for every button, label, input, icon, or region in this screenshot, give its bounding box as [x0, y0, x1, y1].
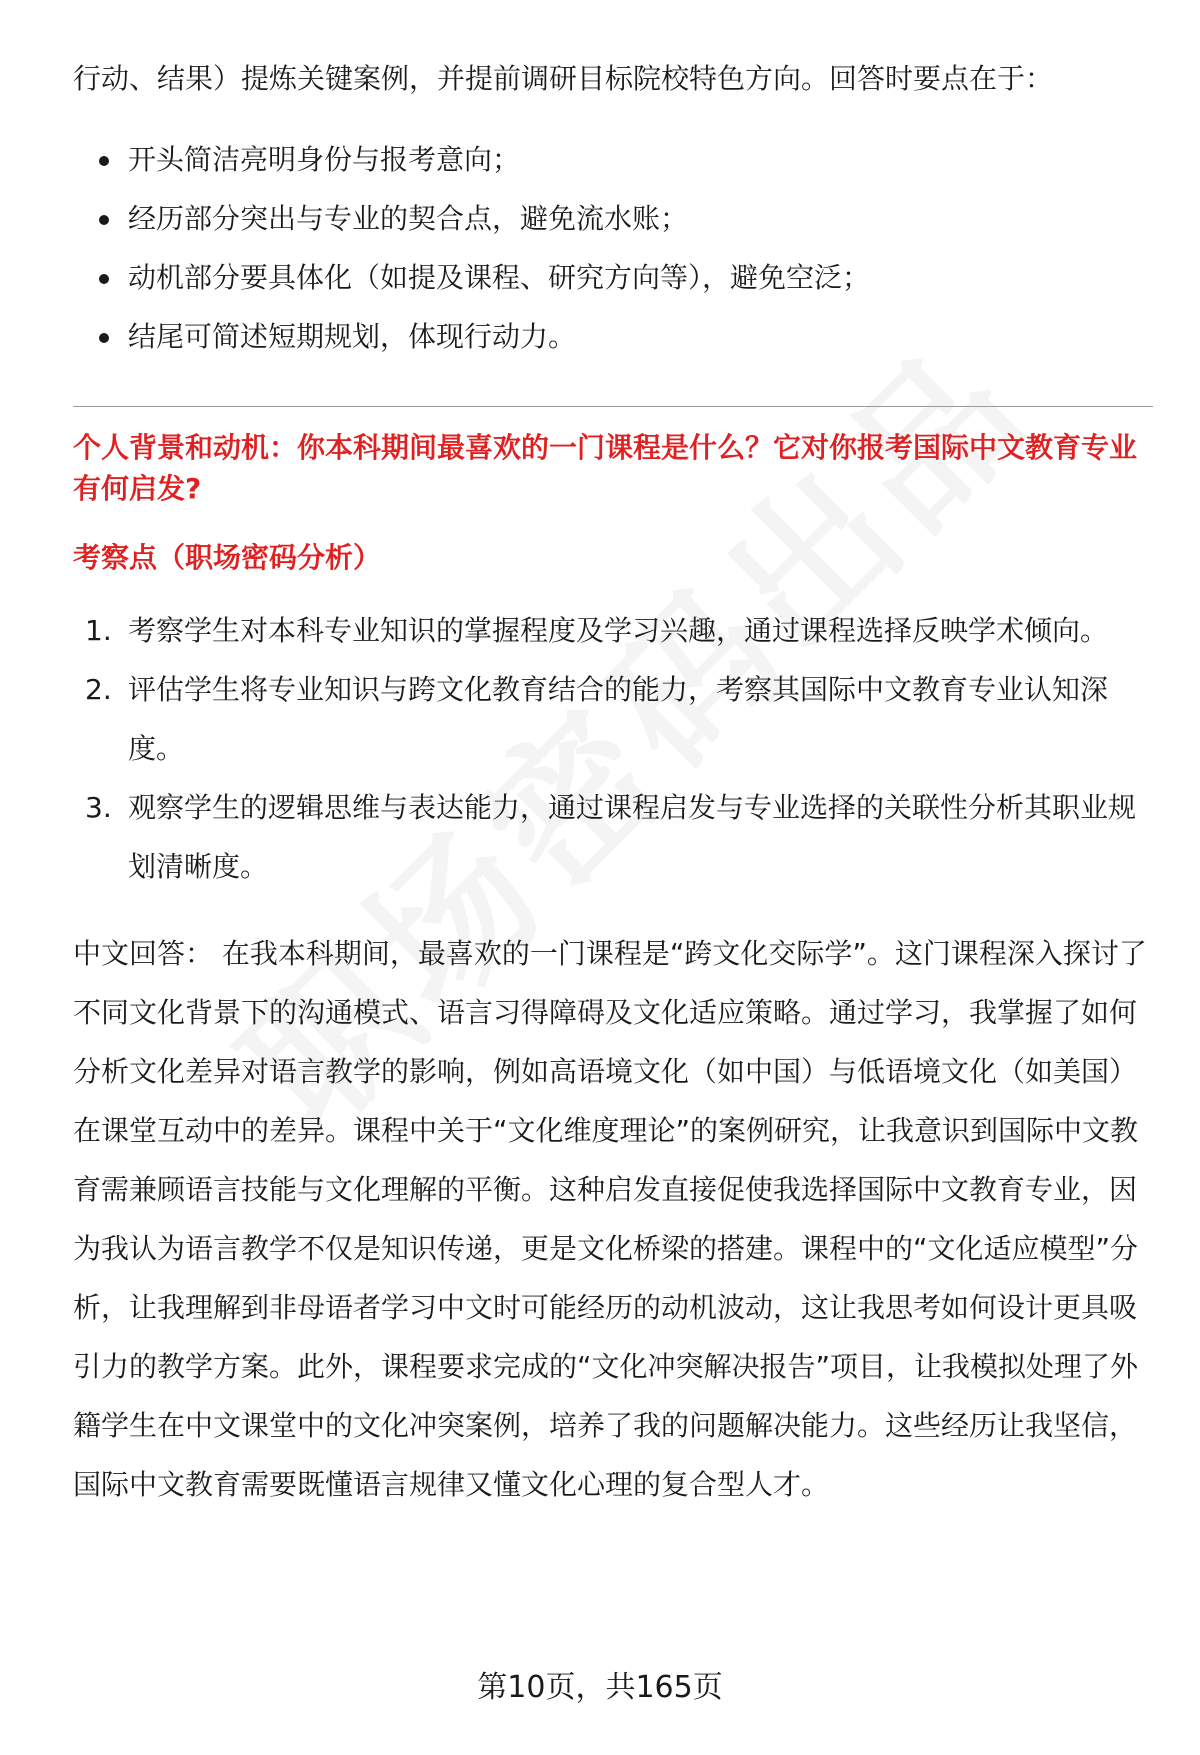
question-heading: 个人背景和动机：你本科期间最喜欢的一门课程是什么？它对你报考国际中文教育专业有何启发? — [73, 431, 1138, 505]
list-item-text: 评估学生将专业知识与跨文化教育结合的能力，考察其国际中文教育专业认知深度。 — [128, 673, 1109, 765]
bullet-item — [73, 130, 1153, 189]
tips-bullet-list — [73, 130, 1153, 366]
page-number-footer: 第10页，共165页 — [477, 1670, 723, 1705]
bullet-dot-icon — [99, 215, 109, 225]
list-item-number: 2. — [85, 673, 112, 706]
list-item — [73, 660, 1153, 778]
bullet-dot-icon — [99, 274, 109, 284]
bullet-item — [73, 189, 1153, 248]
intro-paragraph: 行动、结果）提炼关键案例，并提前调研目标院校特色方向。回答时要点在于： — [73, 62, 1054, 95]
analysis-subheading: 考察点（职场密码分析） — [73, 541, 382, 574]
bullet-text: 结尾可简述短期规划，体现行动力。 — [128, 320, 577, 353]
bullet-dot-icon — [99, 333, 109, 343]
document-page — [73, 50, 1153, 1514]
list-item-text: 观察学生的逻辑思维与表达能力，通过课程启发与专业选择的关联性分析其职业规划清晰度。 — [128, 791, 1137, 883]
bullet-item — [73, 248, 1153, 307]
bullet-dot-icon — [99, 156, 109, 166]
list-item — [73, 778, 1153, 896]
answer-paragraph: 中文回答： 在我本科期间，最喜欢的一门课程是“跨文化交际学”。这门课程深入探讨了不同文化背景下的沟通模式、语言习得障碍及文化适应策略。通过学习，我掌握了如何分析文化差异对语言教学的影响，例如高语境文化（如中国）与低语境文化（如美国）在课堂互动中的差异。课程中关于“文化维度理论”的案例研究，让我意识到国际中文教育需兼顾语言技能与文化理解的平衡。这种启发直接促使我选择国际中文教育专业，因为我认为语言教学不仅是知识传递，更是文化桥梁的搭建。课程中的“文化适应模型”分析，让我理解到非母语者学习中文时可能经历的动机波动，这让我思考如何设计更具吸引力的教学方案。此外，课程要求完成的“文化冲突解决报告”项目，让我模拟处理了外籍学生在中文课堂中的文化冲突案例，培养了我的问题解决能力。这些经历让我坚信，国际中文教育需要既懂语言规律又懂文化心理的复合型人才。 — [73, 937, 1147, 1501]
bullet-text: 开头简洁亮明身份与报考意向； — [128, 143, 521, 176]
list-item — [73, 601, 1153, 660]
list-item-text: 考察学生对本科专业知识的掌握程度及学习兴趣，通过课程选择反映学术倾向。 — [128, 614, 1109, 647]
bullet-text: 经历部分突出与专业的契合点，避免流水账； — [128, 202, 689, 235]
list-item-number: 3. — [85, 791, 112, 824]
list-item-number: 1. — [85, 614, 112, 647]
bullet-text: 动机部分要具体化（如提及课程、研究方向等），避免空泛； — [128, 261, 871, 294]
analysis-points-list — [73, 601, 1153, 896]
section-divider — [73, 406, 1153, 407]
bullet-item — [73, 307, 1153, 366]
